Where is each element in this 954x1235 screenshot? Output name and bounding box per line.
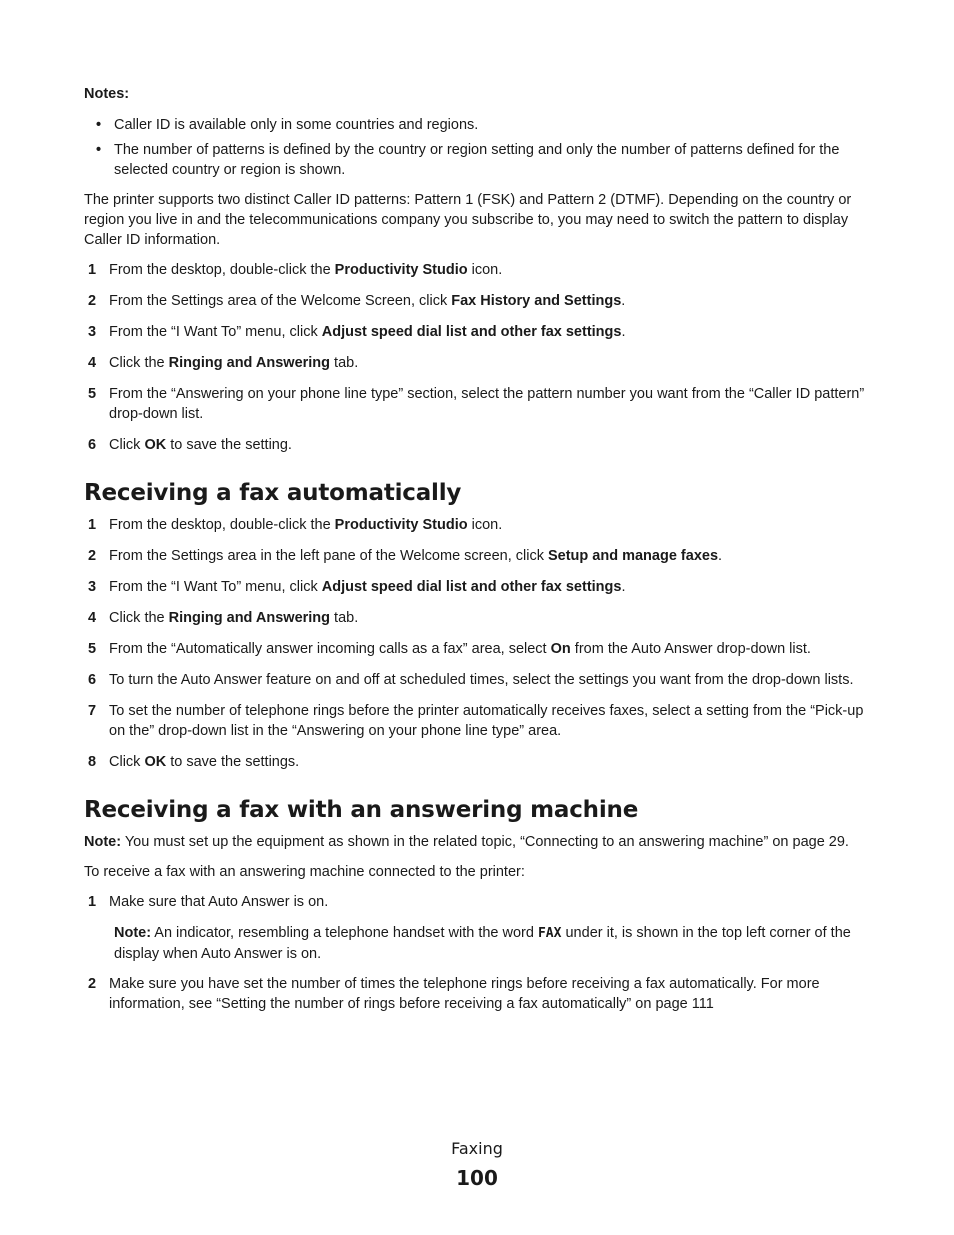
step-text: to save the setting. xyxy=(166,437,292,453)
step-item xyxy=(84,577,874,597)
step-text: icon. xyxy=(467,517,503,533)
step-text: From the Settings area in the left pane of the Welcome screen, click xyxy=(109,548,548,564)
step-text: From the “I Want To” menu, click xyxy=(109,579,322,595)
step-text: From the desktop, double-click the xyxy=(109,517,335,533)
step-bold: OK xyxy=(144,754,167,770)
step-number: 1 xyxy=(88,894,97,910)
step-text: Make sure you have set the number of times the telephone rings before receiving a fax automatically. For more information, see “Setting the number of rings before receiving a fax automatically” on page 111 xyxy=(109,976,820,1012)
note-item xyxy=(84,115,874,135)
step-text: From the “I Want To” menu, click xyxy=(109,324,322,340)
step-text: Make sure that Auto Answer is on. xyxy=(109,894,329,910)
step-text: from the Auto Answer drop-down list. xyxy=(570,641,811,657)
step-bold: Adjust speed dial list and other fax settings xyxy=(321,579,622,595)
step-item xyxy=(84,291,874,311)
step-number: 5 xyxy=(88,386,97,402)
step-text: . xyxy=(621,293,626,309)
step-item xyxy=(84,515,874,535)
step-text: Click xyxy=(109,437,145,453)
step-number: 4 xyxy=(88,355,97,371)
step-item xyxy=(84,639,874,659)
callerid-steps xyxy=(84,260,874,455)
step-text: From the Settings area of the Welcome Screen, click xyxy=(109,293,452,309)
step-text: tab. xyxy=(330,610,359,626)
step-item xyxy=(84,322,874,342)
section-heading: Receiving a fax automatically xyxy=(84,480,462,506)
note-label: Note: xyxy=(84,834,122,850)
step-item xyxy=(84,384,874,424)
step-text: tab. xyxy=(330,355,359,371)
step-item xyxy=(84,752,874,772)
step-number: 6 xyxy=(88,672,97,688)
bullet-icon: • xyxy=(96,117,102,133)
step-number: 1 xyxy=(88,517,97,533)
step-text: From the desktop, double-click the xyxy=(109,262,335,278)
step-item xyxy=(84,435,874,455)
machine-steps-continued xyxy=(84,974,874,1014)
step-bold: Productivity Studio xyxy=(334,517,468,533)
notes-heading: Notes: xyxy=(84,86,130,102)
note-text: The number of patterns is defined by the country or region setting and only the number of patterns defined for the selected country or region is shown. xyxy=(114,142,840,178)
fax-indicator-word: FAX xyxy=(537,926,562,941)
step-bold: Ringing and Answering xyxy=(168,610,331,626)
section-receiving-automatically xyxy=(84,479,874,772)
step-item xyxy=(84,353,874,373)
step-item xyxy=(84,892,874,912)
step-bold: Setup and manage faxes xyxy=(547,548,719,564)
step-number: 6 xyxy=(88,437,97,453)
step-number: 5 xyxy=(88,641,97,657)
step-item xyxy=(84,974,874,1014)
step-item xyxy=(84,670,874,690)
step-item xyxy=(84,546,874,566)
step-number: 7 xyxy=(88,703,97,719)
step-bold: Ringing and Answering xyxy=(168,355,331,371)
step-number: 3 xyxy=(88,579,97,595)
step-number: 1 xyxy=(88,262,97,278)
intro-paragraph: The printer supports two distinct Caller ID patterns: Pattern 1 (FSK) and Pattern 2 (DTMF). Depending on the country or region you live in and the telecommunications company you subscribe to, you may need to switch the pattern to display Caller ID information. xyxy=(84,192,852,248)
step-number: 2 xyxy=(88,293,97,309)
step-bold: Productivity Studio xyxy=(334,262,468,278)
step-text: . xyxy=(718,548,723,564)
step-text: To turn the Auto Answer feature on and off at scheduled times, select the settings you want from the drop-down lists. xyxy=(109,672,854,688)
note-text: You must set up the equipment as shown in the related topic, “Connecting to an answering machine” on page 29. xyxy=(121,834,849,850)
step-item xyxy=(84,608,874,628)
note-text: An indicator, resembling a telephone handset with the word xyxy=(151,925,538,941)
page-number: 100 xyxy=(456,1166,498,1190)
step-text: Click xyxy=(109,754,145,770)
step-number: 3 xyxy=(88,324,97,340)
notes-list xyxy=(84,115,874,180)
auto-answer-indicator-note xyxy=(84,923,874,964)
step-number: 2 xyxy=(88,548,97,564)
machine-steps xyxy=(84,892,874,912)
step-number: 8 xyxy=(88,754,97,770)
step-text: From the “Answering on your phone line type” section, select the pattern number you want from the “Caller ID pattern” drop-down list. xyxy=(109,386,865,422)
note-item xyxy=(84,140,874,180)
machine-note xyxy=(84,832,874,852)
page-content xyxy=(84,84,874,1025)
step-bold: On xyxy=(550,641,571,657)
bullet-icon: • xyxy=(96,142,102,158)
step-item xyxy=(84,701,874,741)
section-heading: Receiving a fax with an answering machine xyxy=(84,797,639,823)
step-text: Click the xyxy=(109,355,169,371)
step-text: . xyxy=(621,579,626,595)
note-text: under it, is shown in the top left corner of the display when Auto Answer is on. xyxy=(114,925,851,962)
step-item xyxy=(84,260,874,280)
step-text: Click the xyxy=(109,610,169,626)
step-text: to save the settings. xyxy=(166,754,300,770)
note-label: Note: xyxy=(114,925,152,941)
note-text: Caller ID is available only in some countries and regions. xyxy=(114,117,479,133)
footer-section-label: Faxing xyxy=(451,1139,503,1158)
step-bold: Adjust speed dial list and other fax settings xyxy=(321,324,622,340)
step-number: 4 xyxy=(88,610,97,626)
step-bold: Fax History and Settings xyxy=(451,293,622,309)
step-text: . xyxy=(621,324,626,340)
auto-steps xyxy=(84,515,874,772)
machine-lead: To receive a fax with an answering machine connected to the printer: xyxy=(84,864,525,880)
section-answering-machine xyxy=(84,796,874,1014)
step-text: icon. xyxy=(467,262,503,278)
step-text: To set the number of telephone rings before the printer automatically receives faxes, select a setting from the “Pick-up on the” drop-down list in the “Answering on your phone line type” area. xyxy=(109,703,864,739)
step-number: 2 xyxy=(88,976,97,992)
step-bold: OK xyxy=(144,437,167,453)
step-text: From the “Automatically answer incoming calls as a fax” area, select xyxy=(109,641,551,657)
